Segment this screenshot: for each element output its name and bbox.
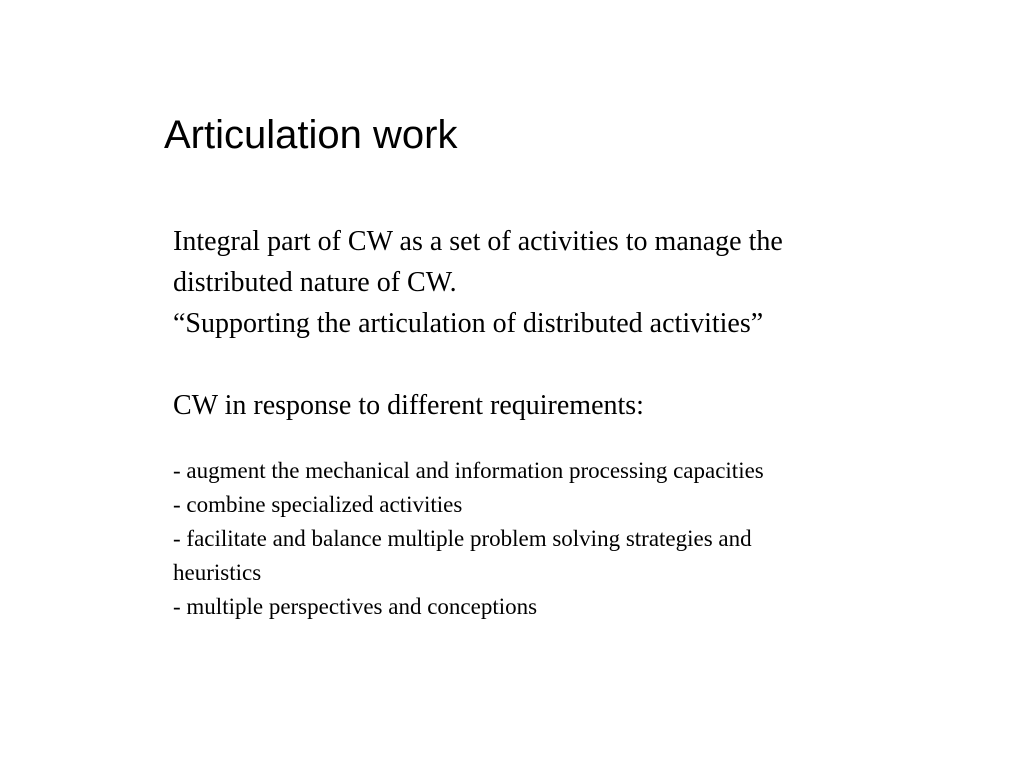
bullet-line-2: - combine specialized activities bbox=[173, 492, 463, 517]
bullet-line-3: - facilitate and balance multiple problem solving strategies and bbox=[173, 526, 752, 551]
spacer bbox=[173, 344, 953, 385]
slide-body bbox=[173, 221, 953, 624]
bullet-line-1: - augment the mechanical and information processing capacities bbox=[173, 458, 764, 483]
bullet-line-4: - multiple perspectives and conceptions bbox=[173, 594, 538, 619]
intro-quote-line: “Supporting the articulation of distributed activities” bbox=[173, 308, 764, 339]
intro-line-1: Integral part of CW as a set of activities to manage the bbox=[173, 226, 783, 257]
bullet-line-3-continued: heuristics bbox=[173, 560, 262, 585]
requirements-heading: CW in response to different requirements: bbox=[173, 390, 644, 421]
intro-line-2: distributed nature of CW. bbox=[173, 267, 457, 298]
spacer bbox=[173, 426, 953, 454]
slide-title: Articulation work bbox=[164, 113, 458, 157]
